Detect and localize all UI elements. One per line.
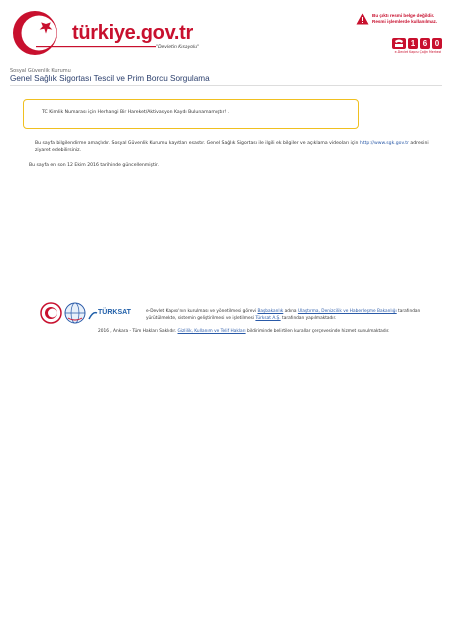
phone-digit-1: 1: [408, 38, 418, 49]
logo-wordmark: türkiye.gov.tr: [72, 22, 194, 44]
turksat-logo-text: TÜRKSAT: [98, 309, 131, 316]
call-center-badge: [392, 38, 444, 56]
phone-digit-2: 6: [420, 38, 430, 49]
logo-slogan: "Devletin Kısayolu": [156, 45, 200, 50]
footer-text-3: tarafından yürütülmekte, sistemin geliştirilmesi ve işletilmesi: [146, 309, 421, 321]
title-divider: [10, 85, 442, 86]
info-text-after: adresini ziyaret edebilirsiniz.: [35, 141, 429, 153]
phone-digit-3: 0: [432, 38, 442, 49]
ministry-link[interactable]: Ulaştırma, Denizcilik ve Haberleşme Bakanlığı: [297, 309, 397, 314]
privacy-terms-link[interactable]: Gizlilik, Kullanım ve Telif Hakları: [177, 329, 246, 334]
phone-icon: [392, 38, 406, 49]
info-text-before: Bu sayfa bilgilendirme amaçlıdır. Sosyal Güvenlik Kurumu kayıtları esastır. Genel Sağlık Sigortası ile ilgili ek bilgiler ve açıklama videoları için: [35, 141, 360, 146]
warning-text: [372, 13, 437, 25]
not-official-warning: [356, 12, 448, 28]
footer-description: [146, 309, 436, 322]
footer-logos: [40, 302, 140, 324]
warning-line-1: Bu çıktı resmi belge değildir.: [372, 13, 435, 18]
last-updated-text: Bu sayfa en son 12 Ekim 2016 tarihinde güncellenmiştir.: [29, 163, 159, 168]
footer-text-2: adına: [283, 309, 298, 314]
alert-message: TC Kimlik Numarası için Herhangi Bir Hareket/Aktivasyon Kaydı Bulunamamıştır! .: [42, 110, 230, 115]
info-paragraph: [35, 141, 435, 154]
page-title: Genel Sağlık Sigortası Tescil ve Prim Borcu Sorgulama: [10, 74, 210, 83]
sgk-link[interactable]: http://www.sgk.gov.tr: [359, 141, 409, 146]
ministry-globe-icon: [64, 302, 86, 324]
turksat-swoosh-icon: [88, 311, 98, 321]
warning-triangle-icon: [356, 13, 369, 25]
footer-text-4: tarafından yapılmaktadır.: [280, 315, 337, 321]
warning-line-2: Resmi işlemlerde kullanılmaz.: [372, 19, 438, 24]
copyright-text-before: 2016 , Ankara - Tüm Hakları Saklıdır.: [98, 329, 178, 334]
alert-box: [23, 99, 359, 129]
breadcrumb[interactable]: Sosyal Güvenlik Kurumu: [10, 68, 71, 74]
turksat-link[interactable]: Türksat A.Ş.: [255, 315, 281, 321]
government-seal-icon: [40, 302, 62, 324]
phone-caption: e-Devlet Kapısı Çağrı Merkezi: [394, 50, 442, 54]
copyright-text-after: bildiriminde belirtilen kurallar çerçevesinde hizmet sunulmaktadır.: [245, 329, 390, 334]
turkiye-gov-logo[interactable]: [8, 8, 208, 58]
basbakanlik-link[interactable]: Başbakanlık: [257, 309, 284, 314]
copyright-line: [98, 329, 398, 334]
footer-text-1: e-Devlet Kapısı'nın kurulması ve yönetilmesi görevi: [146, 309, 258, 314]
page-header: [0, 0, 452, 66]
